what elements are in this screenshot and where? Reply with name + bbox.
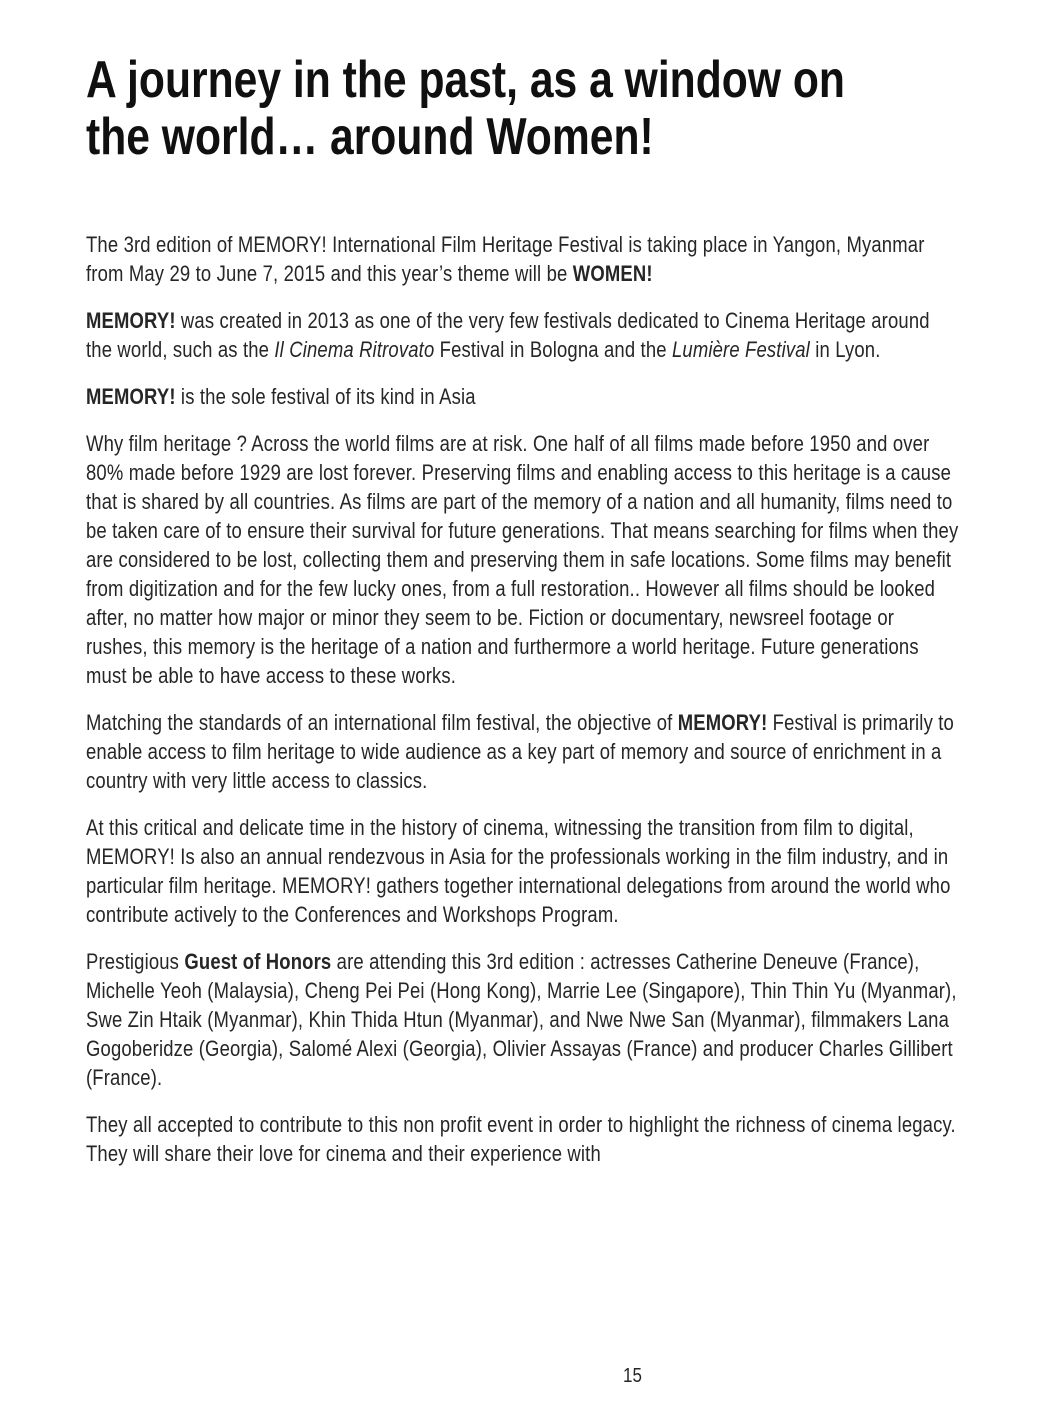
text-run: is the sole festival of its kind in Asia (175, 384, 476, 409)
paragraph-8 (86, 1110, 958, 1168)
paragraph-6 (86, 813, 958, 929)
title-line-2: the world… around Women! (86, 108, 654, 166)
bold-text-run: MEMORY! (86, 384, 176, 409)
italic-text-run: Lumière Festival (671, 337, 810, 362)
paragraph-2 (86, 306, 958, 364)
text-run: Matching the standards of an international film festival, the objective of (86, 710, 678, 735)
bold-text-run: MEMORY! (86, 308, 176, 333)
text-run: They all accepted to contribute to this non profit event in order to highlight the richness of cinema legacy. They will share their love for cinema and their experience with (86, 1112, 956, 1166)
text-run: Festival in Bologna and the (434, 337, 672, 362)
italic-text-run: Il Cinema Ritrovato (274, 337, 435, 362)
paragraph-3 (86, 382, 958, 411)
paragraph-1 (86, 230, 958, 288)
page-title (86, 52, 958, 166)
bold-text-run: Guest of Honors (184, 949, 332, 974)
text-run: Prestigious (86, 949, 185, 974)
page-number: 15 (623, 1365, 642, 1387)
title-line-1: A journey in the past, as a window on (86, 51, 845, 109)
text-run: are attending this 3rd edition : actresses Catherine Deneuve (France), Michelle Yeoh (Malaysia), Cheng Pei Pei (Hong Kong), Marrie Lee (Singapore), Thin Thin Yu (Myanmar), Swe Zin Htaik (Myanmar), Khin Thida Htun (Myanmar), and Nwe Nwe San (Myanmar), filmmakers Lana Gogoberidze (Georgia), Salomé Alexi (Georgia), Olivier Assayas (France) and producer Charles Gillibert (France). (86, 949, 957, 1090)
text-run: At this critical and delicate time in the history of cinema, witnessing the transition from film to digital, MEMORY! Is also an annual rendezvous in Asia for the professionals working in the film industry, and in particular film heritage. MEMORY! gathers together international delegations from around the world who contribute actively to the Conferences and Workshops Program. (86, 815, 951, 927)
text-run: Why film heritage ? Across the world films are at risk. One half of all films made before 1950 and over 80% made before 1929 are lost forever. Preserving films and enabling access to this heritage is a cause that is shared by all countries. As films are part of the memory of a nation and all humanity, films need to be taken care of to ensure their survival for future generations. That means searching for films when they are considered to be lost, collecting them and preserving them in safe locations. Some films may benefit from digitization and for the few lucky ones, from a full restoration.. However all films should be looked after, no matter how major or minor they seem to be. Fiction or documentary, newsreel footage or rushes, this memory is the heritage of a nation and furthermore a world heritage. Future generations must be able to have access to these works. (86, 431, 959, 688)
bold-text-run: WOMEN! (572, 261, 653, 286)
body-text (86, 230, 958, 1168)
paragraph-5 (86, 708, 958, 795)
text-column (86, 52, 958, 1186)
paragraph-4 (86, 429, 958, 690)
text-run: was created in 2013 as one of the very few festivals dedicated to Cinema Heritage around the world, such as the (86, 308, 930, 362)
text-run: The 3rd edition of MEMORY! International Film Heritage Festival is taking place in Yangon, Myanmar from May 29 to June 7, 2015 and this year’s theme will be (86, 232, 925, 286)
text-run: in Lyon. (809, 337, 881, 362)
bold-text-run: MEMORY! (677, 710, 768, 735)
text-run: Festival is primarily to enable access to film heritage to wide audience as a key part of memory and source of enrichment in a country with very little access to classics. (86, 710, 954, 793)
paragraph-7 (86, 947, 958, 1092)
